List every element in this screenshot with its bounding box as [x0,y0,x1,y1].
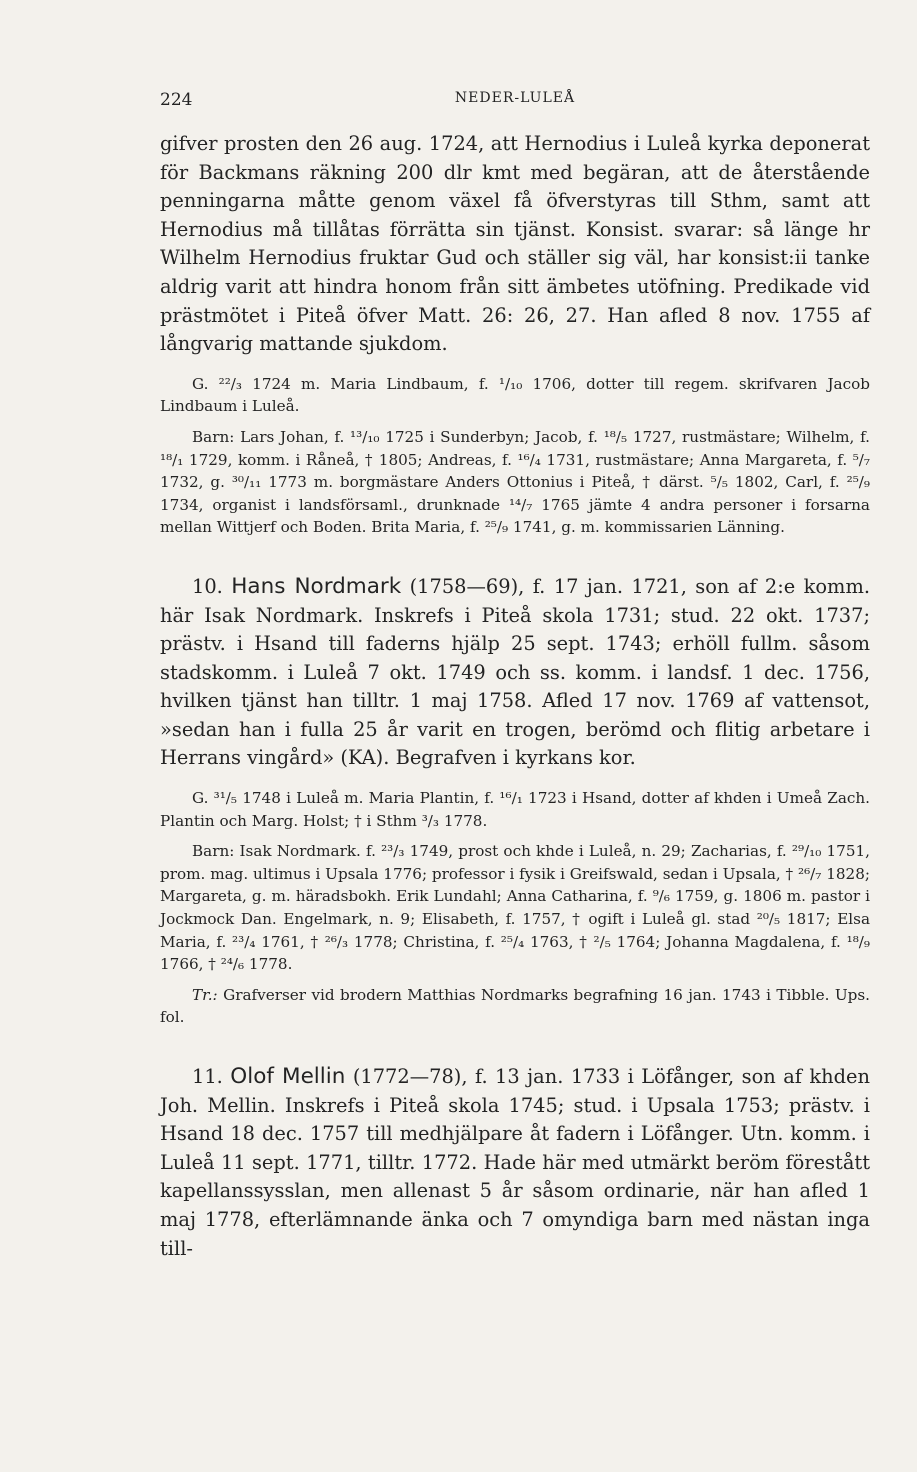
paragraph-hernodius: gifver prosten den 26 aug. 1724, att Hernodius i Luleå kyrka deponerat för Backmans räkning 200 dlr kmt med begäran, att de återstående penningarna måtte genom växel få öfverstyras till Sthm, samt att Hernodius må tillåtas förrätta sin tjänst. Konsist. svarar: så länge hr Wilhelm Hernodius fruktar Gud och ställer sig väl, har konsist:ii tanke aldrig varit att hindra honom från sitt ämbetes utöfning. Predikade vid prästmötet i Piteå öfver Matt. 26: 26, 27. Han afled 8 nov. 1755 af långvarig mattande sjukdom. [160,132,870,356]
marriage-note-nordmark: G. ³¹/₅ 1748 i Luleå m. Maria Plantin, f. ¹⁶/₁ 1723 i Hsand, dotter af khden i Umeå Zach. Plantin och Marg. Holst; † i Sthm ³/₃ 1778. [160,789,870,830]
entry-name: Olof Mellin [230,1064,346,1089]
page-number: 224 [160,90,193,110]
print-note-nordmark [160,984,870,1029]
children-note-hernodius: Barn: Lars Johan, f. ¹³/₁₀ 1725 i Sunderbyn; Jacob, f. ¹⁸/₅ 1727, rustmästare; Wilhelm, f. ¹⁸/₁ 1729, komm. i Råneå, † 1805; Andreas, f. ¹⁶/₄ 1731, rustmästare; Anna Margareta, f. ⁵/₇ 1732, g. ³⁰/₁₁ 1773 m. borgmästare Anders Ottonius i Piteå, † därst. ⁵/₅ 1802, Carl, f. ²⁵/₉ 1734, organist i landsförsaml., drunknade ¹⁴/₇ 1765 jämte 4 andra personer i forsarna mellan Wittjerf och Boden. Brita Maria, f. ²⁵/₉ 1741, g. m. kommissarien Länning. [160,427,870,537]
entry-number: 10. [192,574,223,598]
page [160,90,870,1263]
entry-text: (1758—69), f. 17 jan. 1721, son af 2:e komm. här Isak Nordmark. Inskrefs i Piteå skola 1731; stud. 22 okt. 1737; prästv. i Hsand till faderns hjälp 25 sept. 1743; erhöll fullm. såsom stadskomm. i Luleå 7 okt. 1749 och ss. komm. i landsf. 1 dec. 1756, hvilken tjänst han tilltr. 1 maj 1758. Afled 17 nov. 1769 af vattensot, »sedan han i fulla 25 år varit en trogen, berömd och flitig arbetare i Herrans vingård» (KA). Begrafven i kyrkans kor. [160,574,870,770]
entry-number: 11. [192,1065,223,1088]
children-note-nordmark: Barn: Isak Nordmark. f. ²³/₃ 1749, prost och khde i Luleå, n. 29; Zacharias, f. ²⁹/₁₀ 1751, prom. mag. ultimus i Upsala 1776; professor i fysik i Greifswald, sedan i Upsala, † ²⁶/₇ 1828; Margareta, g. m. häradsbokh. Erik Lundahl; Anna Catharina, f. ⁹/₆ 1759, g. 1806 m. pastor i Jockmock Dan. Engelmark, n. 9; Elisabeth, f. 1757, † ogift i Luleå gl. stad ²⁰/₅ 1817; Elsa Maria, f. ²³/₄ 1761, † ²⁶/₃ 1778; Christina, f. ²⁵/₄ 1763, † ²/₅ 1764; Johanna Magdalena, f. ¹⁸/₉ 1766, † ²⁴/₆ 1778. [160,842,870,974]
page-header [160,90,870,120]
print-note-text: Grafverser vid brodern Matthias Nordmarks begrafning 16 jan. 1743 i Tibble. Ups. fol. [160,985,870,1027]
entry-name: Hans Nordmark [231,573,402,599]
print-note-label: Tr.: [192,985,218,1004]
running-title: NEDER-LULEÅ [454,90,576,106]
entry-11 [160,1063,870,1263]
entry-10 [160,573,870,773]
marriage-note-hernodius: G. ²²/₃ 1724 m. Maria Lindbaum, f. ¹/₁₀ 1706, dotter till regem. skrifvaren Jacob Lindbaum i Luleå. [160,374,870,416]
entry-text: (1772—78), f. 13 jan. 1733 i Löfånger, son af khden Joh. Mellin. Inskrefs i Piteå skola 1745; stud. i Upsala 1753; prästv. i Hsand 18 dec. 1757 till medhjälpare åt fadern i Löfånger. Utn. komm. i Luleå 11 sept. 1771, tilltr. 1772. Hade här med utmärkt beröm förestått kapellanssysslan, men allenast 5 år såsom ordinarie, när han afled 1 maj 1778, efterlämnande änka och 7 omyndiga barn med nästan inga till- [160,1065,871,1260]
